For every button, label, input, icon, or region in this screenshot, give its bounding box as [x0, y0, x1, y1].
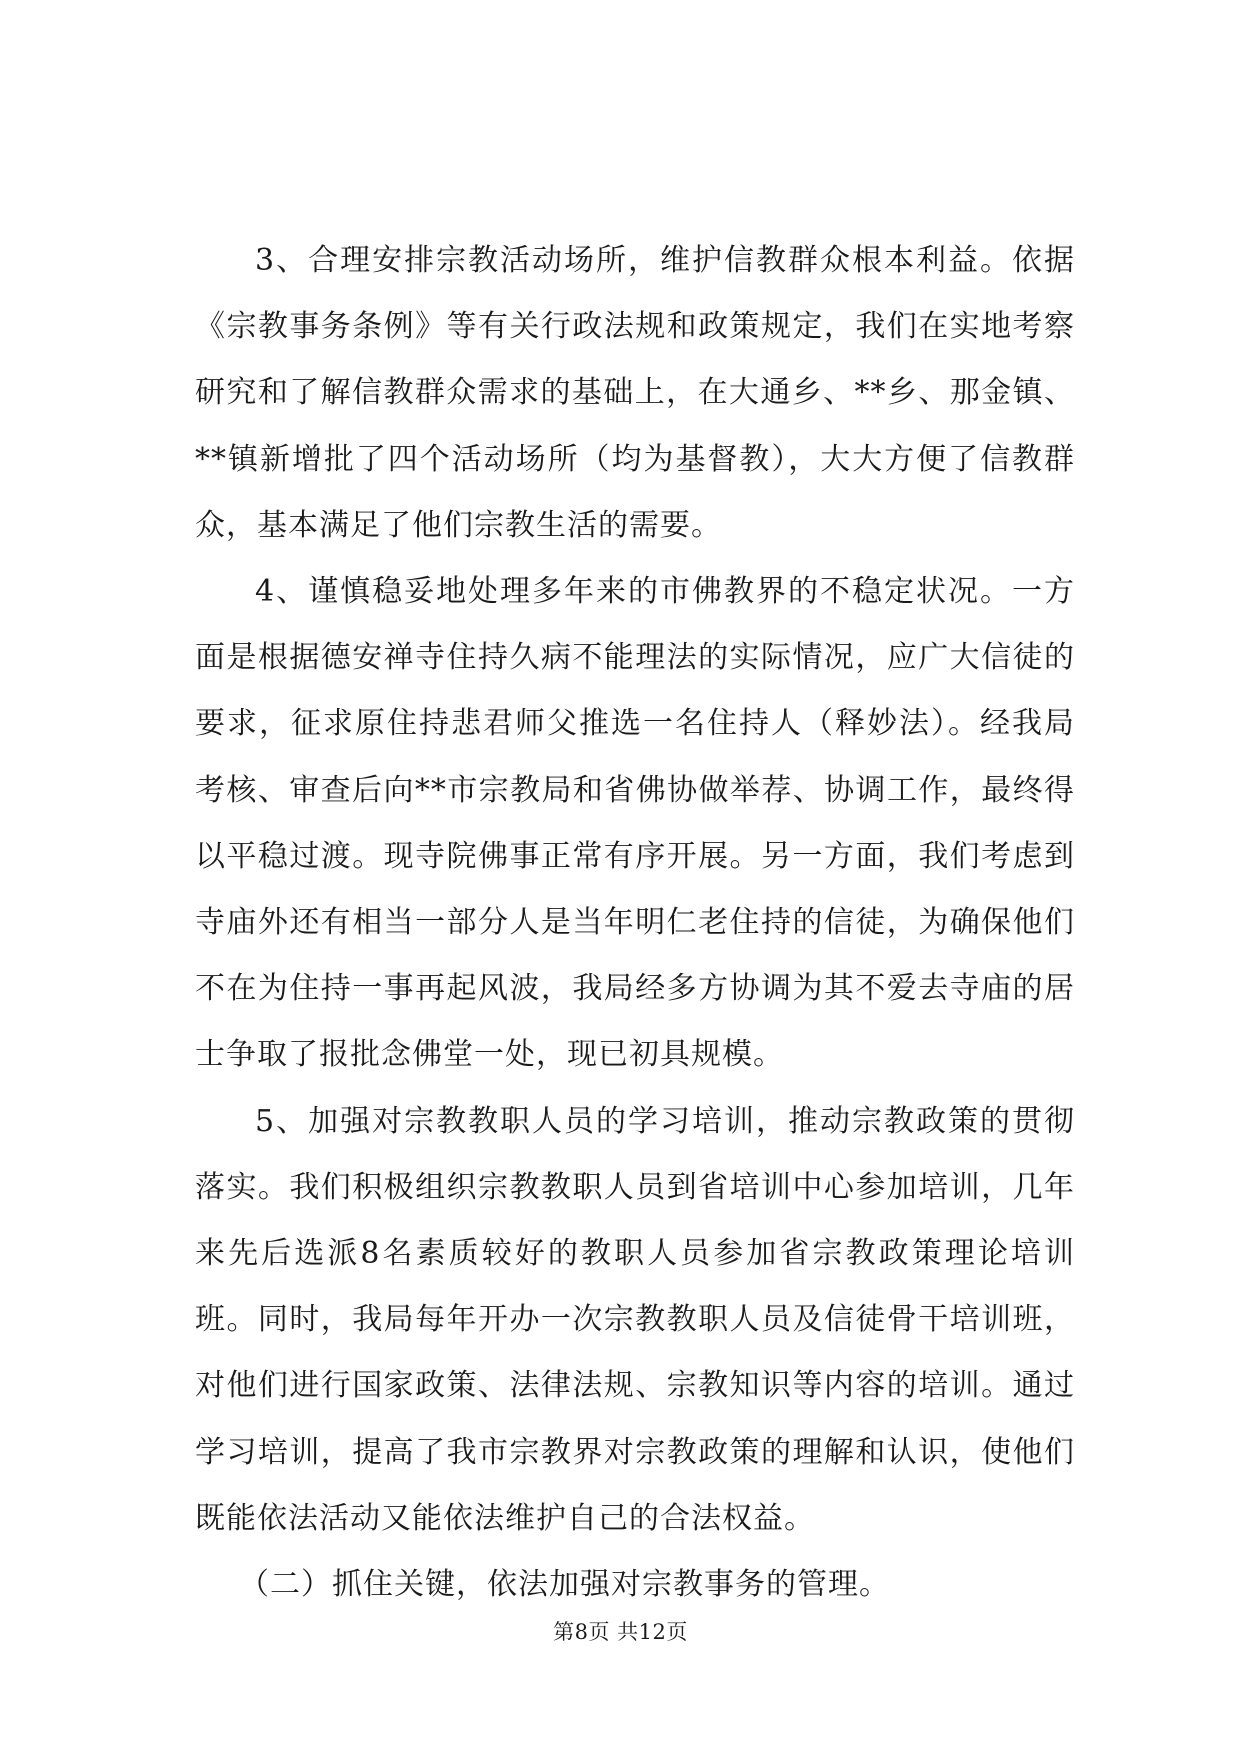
paragraph-item-4: 4、谨慎稳妥地处理多年来的市佛教界的不稳定状况。一方面是根据德安禅寺住持久病不能理法的实际情况，应广大信徒的要求，征求原住持悲君师父推选一名住持人（释妙法）。经我局考核、审查后向**市宗教局和省佛协做举荐、协调工作，最终得以平稳过渡。现寺院佛事正常有序开展。另一方面，我们考虑到寺庙外还有相当一部分人是当年明仁老住持的信徒，为确保他们不在为住持一事再起风波，我局经多方协调为其不爱去寺庙的居士争取了报批念佛堂一处，现已初具规模。	[195, 574, 1075, 1073]
page-footer: 第8页 共12页	[553, 1620, 688, 1644]
paragraph-item-3: 3、合理安排宗教活动场所，维护信教群众根本利益。依据《宗教事务条例》等有关行政法规和政策规定，我们在实地考察研究和了解信教群众需求的基础上，在大通乡、**乡、那金镇、**镇新增批了四个活动场所（均为基督教），大大方便了信教群众，基本满足了他们宗教生活的需要。	[195, 243, 1075, 543]
document-body	[195, 228, 1075, 1618]
section-heading: （二）抓住关键，依法加强对宗教事务的管理。	[239, 1567, 890, 1603]
paragraph-item-5: 5、加强对宗教教职人员的学习培训，推动宗教政策的贯彻落实。我们积极组织宗教教职人员到省培训中心参加培训，几年来先后选派8名素质较好的教职人员参加省宗教政策理论培训班。同时，我局每年开办一次宗教教职人员及信徒骨干培训班，对他们进行国家政策、法律法规、宗教知识等内容的培训。通过学习培训，提高了我市宗教界对宗教政策的理解和认识，使他们既能依法活动又能依法维护自己的合法权益。	[195, 1103, 1075, 1536]
